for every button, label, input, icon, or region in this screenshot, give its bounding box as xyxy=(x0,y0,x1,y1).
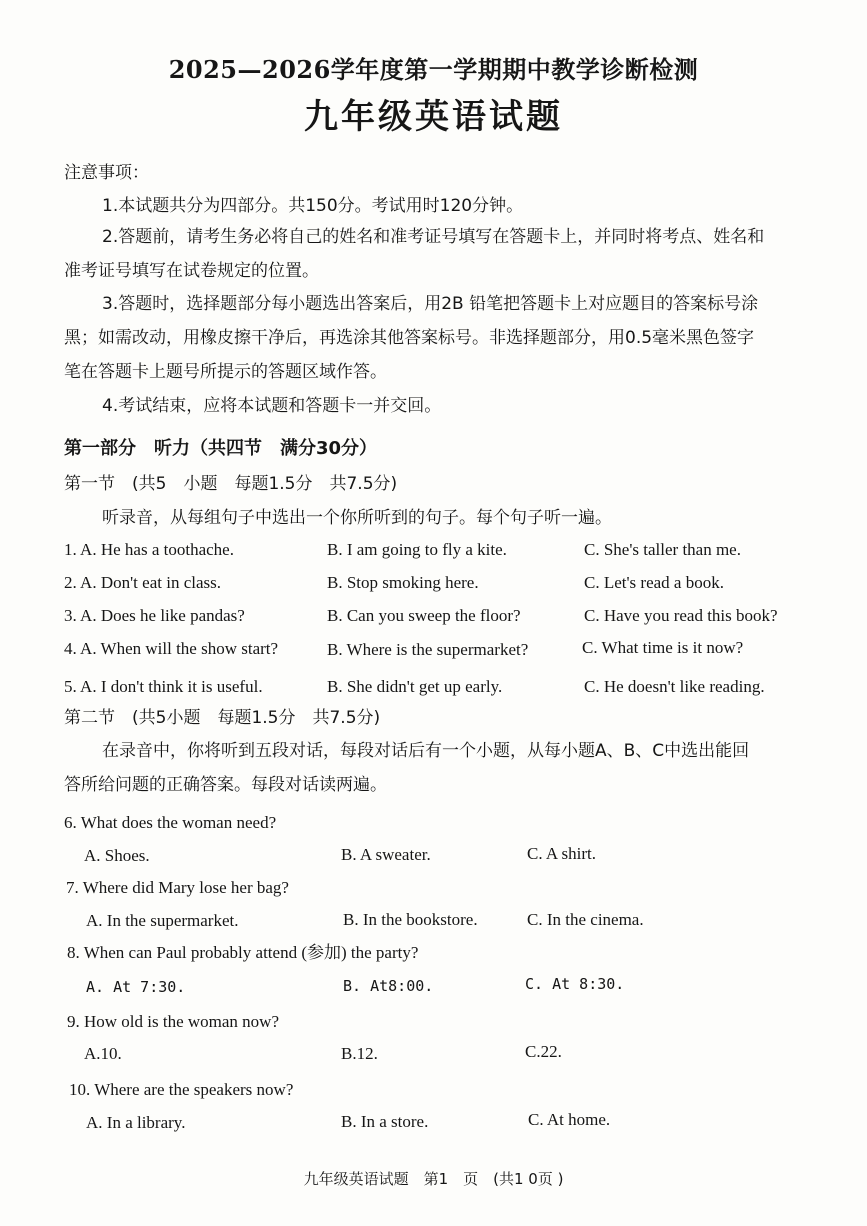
q7-option-a: A. In the supermarket. xyxy=(86,911,239,930)
q4-option-a: 4. A. When will the show start? xyxy=(64,639,279,658)
q5-option-c: C. He doesn't like reading. xyxy=(584,677,765,696)
q9-question: 9. How old is the woman now? xyxy=(67,1012,280,1031)
q4-option-c: C. What time is it now? xyxy=(582,638,744,657)
q6-option-b: B. A sweater. xyxy=(341,845,431,864)
q6-option-a: A. Shoes. xyxy=(84,846,150,865)
q2-option-a: 2. A. Don't eat in class. xyxy=(64,573,221,592)
q1-option-a: 1. A. He has a toothache. xyxy=(64,540,234,559)
notice-line-2: 2.答题前，请考生务必将自己的姓名和准考证号填写在答题卡上，并同时将考点、姓名和 xyxy=(102,227,765,247)
q8-option-b: B. At8:00. xyxy=(343,977,434,995)
q9-option-c: C.22. xyxy=(525,1042,562,1061)
section2-instruction-line2: 答所给问题的正确答案。每段对话读两遍。 xyxy=(64,775,387,795)
section1-instruction: 听录音，从每组句子中选出一个你所听到的句子。每个句子听一遍。 xyxy=(102,508,612,528)
q10-option-a: A. In a library. xyxy=(86,1113,186,1132)
q6-option-c: C. A shirt. xyxy=(527,844,596,863)
page-footer: 九年级英语试题 第1 页 (共1 0页 ) xyxy=(303,1170,564,1188)
q3-option-b: B. Can you sweep the floor? xyxy=(327,606,521,625)
q1-option-c: C. She's taller than me. xyxy=(584,540,741,559)
q8-option-c: C. At 8:30. xyxy=(525,975,625,993)
q3-option-a: 3. A. Does he like pandas? xyxy=(64,606,245,625)
q9-option-b: B.12. xyxy=(341,1044,378,1063)
q8-option-a: A. At 7:30. xyxy=(86,978,186,996)
q7-option-c: C. In the cinema. xyxy=(527,910,644,929)
notice-heading: 注意事项： xyxy=(64,163,149,183)
q4-option-b: B. Where is the supermarket? xyxy=(327,640,529,659)
q1-option-b: B. I am going to fly a kite. xyxy=(327,540,507,559)
q10-option-c: C. At home. xyxy=(528,1110,611,1129)
q2-option-c: C. Let's read a book. xyxy=(584,573,724,592)
notice-line-6: 笔在答题卡上题号所提示的答题区域作答。 xyxy=(64,362,387,382)
section1-heading: 第一节 (共5 小题 每题1.5分 共7.5分) xyxy=(64,474,398,494)
section2-heading: 第二节 (共5小题 每题1.5分 共7.5分) xyxy=(64,708,381,728)
notice-line-4: 3.答题时，选择题部分每小题选出答案后，用2B 铅笔把答题卡上对应题目的答案标号涂 xyxy=(102,294,759,314)
exam-title-line1: 2025—2026学年度第一学期期中教学诊断检测 xyxy=(168,55,699,84)
q9-option-a: A.10. xyxy=(84,1044,122,1063)
q5-option-b: B. She didn't get up early. xyxy=(327,677,503,696)
section2-instruction-line1: 在录音中，你将听到五段对话，每段对话后有一个小题，从每小题A、B、C中选出能回 xyxy=(102,741,750,761)
q8-question: 8. When can Paul probably attend (参加) the party? xyxy=(67,943,419,962)
q5-option-a: 5. A. I don't think it is useful. xyxy=(64,677,263,696)
notice-line-1: 1.本试题共分为四部分。共150分。考试用时120分钟。 xyxy=(102,196,524,216)
q2-option-b: B. Stop smoking here. xyxy=(327,573,479,592)
q7-question: 7. Where did Mary lose her bag? xyxy=(66,878,289,897)
notice-line-5: 黑；如需改动，用橡皮擦干净后，再选涂其他答案标号。非选择题部分，用0.5毫米黑色签字 xyxy=(64,328,755,348)
q10-option-b: B. In a store. xyxy=(341,1112,429,1131)
exam-title-line2: 九年级英语试题 xyxy=(304,97,563,137)
q10-question: 10. Where are the speakers now? xyxy=(69,1080,294,1099)
q7-option-b: B. In the bookstore. xyxy=(343,910,478,929)
notice-line-3: 准考证号填写在试卷规定的位置。 xyxy=(64,261,319,281)
notice-line-7: 4.考试结束，应将本试题和答题卡一并交回。 xyxy=(102,396,442,416)
q3-option-c: C. Have you read this book? xyxy=(584,606,778,625)
q6-question: 6. What does the woman need? xyxy=(64,813,277,832)
part1-heading: 第一部分 听力（共四节 满分30分） xyxy=(64,438,378,459)
